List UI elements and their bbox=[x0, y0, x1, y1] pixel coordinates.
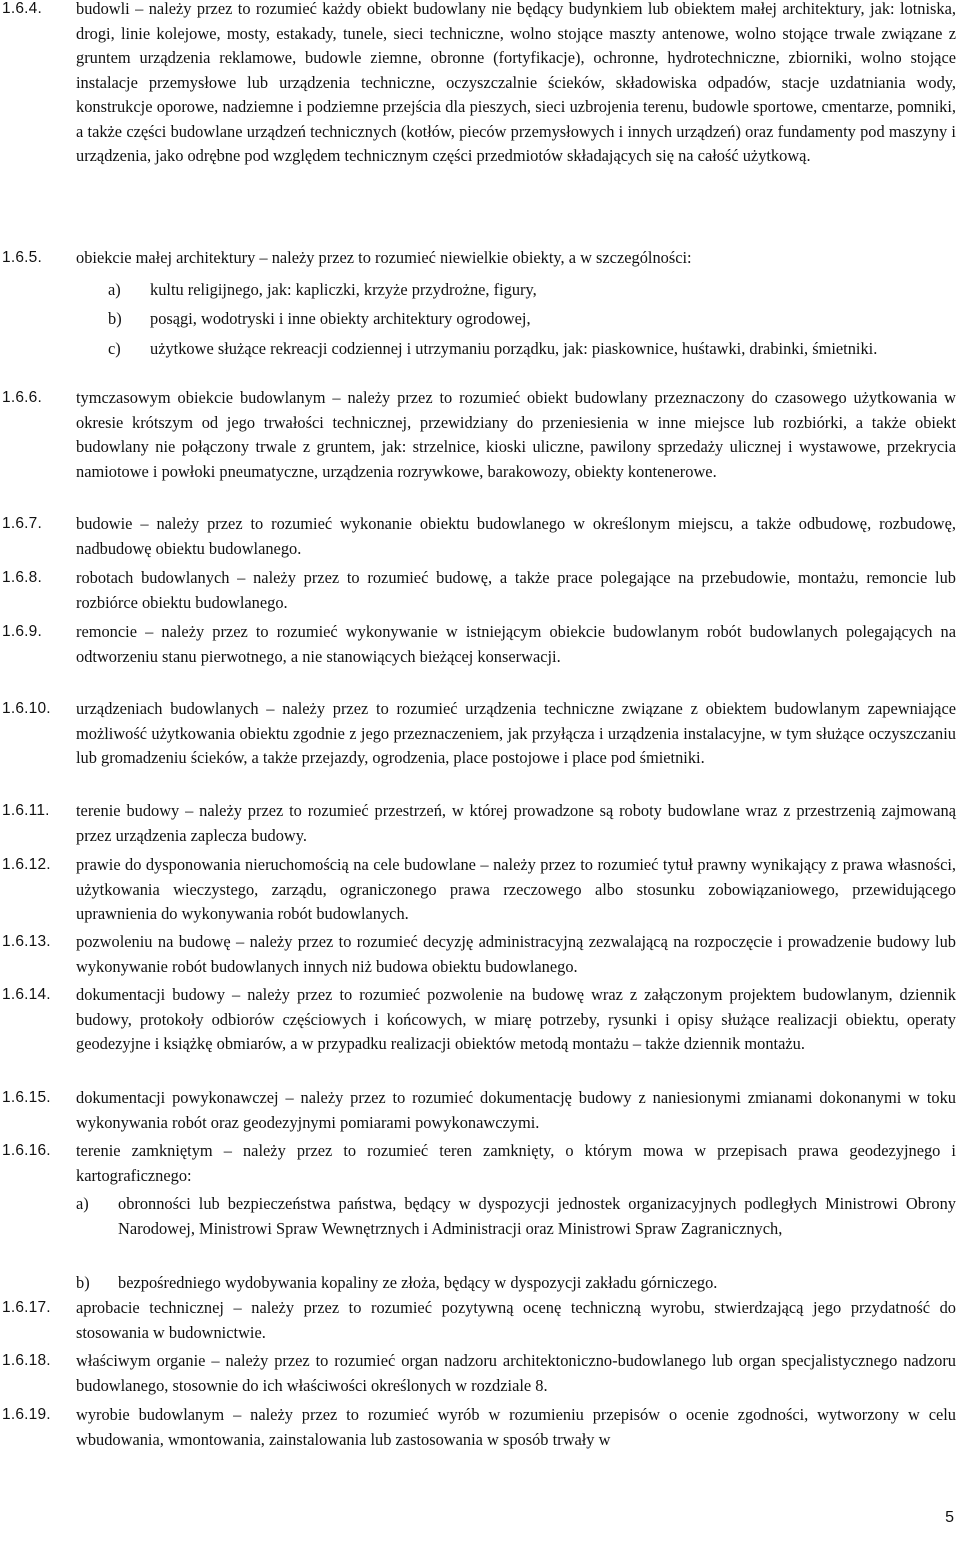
definition-text: wyrobie budowlanym – należy przez to rozumieć wyrób w rozumieniu przepisów o ocenie zgodności, wytworzony w celu wbudowania, wmontowania, zainstalowania lub zastosowania w sposób trwały w bbox=[76, 1405, 956, 1449]
list-item bbox=[76, 1192, 956, 1241]
list-item bbox=[76, 337, 956, 362]
definition-number: 1.6.13. bbox=[2, 933, 51, 950]
definition-number: 1.6.8. bbox=[2, 569, 42, 586]
definition-text: dokumentacji budowy – należy przez to rozumieć pozwolenie na budowę wraz z załączonym projektem budowlanym, dziennik budowy, protokoły odbiorów częściowych i końcowych, w miarę potrzeby, rysunki i opisy służące realizacji obiektu, operaty geodezyjne i książkę obmiarów, a w przypadku realizacji obiektów metodą montażu – także dziennik montażu. bbox=[76, 985, 956, 1053]
definition-1-6-16 bbox=[0, 1139, 956, 1188]
definition-text: obiekcie małej architektury – należy przez to rozumieć niewielkie obiekty, a w szczególności: bbox=[76, 248, 692, 267]
definition-text: prawie do dysponowania nieruchomością na cele budowlane – należy przez to rozumieć tytuł prawny wynikający z prawa własności, użytkowania wieczystego, zarządu, ograniczonego prawa rzeczowego albo stosunku zobowiązaniowego, przewidującego uprawnienia do wykonywania robót budowlanych. bbox=[76, 855, 956, 923]
definition-text: terenie zamkniętym – należy przez to rozumieć teren zamknięty, o którym mowa w przepisach prawa geodezyjnego i kartograficznego: bbox=[76, 1141, 956, 1185]
definition-1-6-18 bbox=[0, 1349, 956, 1398]
definition-1-6-5 bbox=[0, 246, 956, 271]
definition-text: budowie – należy przez to rozumieć wykonanie obiektu budowlanego w określonym miejscu, a także odbudowę, rozbudowę, nadbudowę obiektu budowlanego. bbox=[76, 514, 956, 558]
definition-text: urządzeniach budowlanych – należy przez to rozumieć urządzenia techniczne związane z obiektem budowlanym zapewniające możliwość użytkowania obiektu zgodnie z jego przeznaczeniem, jak przyłącza i urządzenia instalacyjne, w tym służące oczyszczaniu lub gromadzeniu ścieków, a także przejazdy, ogrodzenia, place postojowe i place pod śmietniki. bbox=[76, 699, 956, 767]
definition-text: tymczasowym obiekcie budowlanym – należy przez to rozumieć obiekt budowlany przeznaczony do czasowego użytkowania w okresie krótszym od jego trwałości technicznej, przewidziany do przeniesienia w inne miejsce lub rozbiórki, a także obiekt budowlany nie połączony trwale z gruntem, jak: strzelnice, kioski uliczne, pawilony sprzedaży ulicznej i wystawowe, przekrycia namiotowe i powłoki pneumatyczne, urządzenia rozrywkowe, barakowozy, obiekty kontenerowe. bbox=[76, 388, 956, 481]
definition-1-6-14 bbox=[0, 983, 956, 1057]
definition-1-6-4 bbox=[0, 0, 956, 169]
definition-number: 1.6.7. bbox=[2, 515, 42, 532]
definition-text: robotach budowlanych – należy przez to rozumieć budowę, a także prace polegające na przebudowie, montażu, remoncie lub rozbiórce obiektu budowlanego. bbox=[76, 568, 956, 612]
definition-number: 1.6.14. bbox=[2, 986, 51, 1003]
definition-text: aprobacie technicznej – należy przez to rozumieć pozytywną ocenę techniczną wyrobu, stwierdzającą jego przydatność do stosowania w budownictwie. bbox=[76, 1298, 956, 1342]
list-item-text: posągi, wodotryski i inne obiekty architektury ogrodowej, bbox=[150, 309, 531, 328]
definition-number: 1.6.10. bbox=[2, 700, 51, 717]
definition-text: remoncie – należy przez to rozumieć wykonywanie w istniejącym obiekcie budowlanym robót budowlanych polegających na odtworzeniu stanu pierwotnego, a nie stanowiących bieżącej konserwacji. bbox=[76, 622, 956, 666]
list-item bbox=[76, 307, 956, 332]
definition-number: 1.6.19. bbox=[2, 1406, 51, 1423]
definition-1-6-11 bbox=[0, 799, 956, 848]
definition-number: 1.6.18. bbox=[2, 1352, 51, 1369]
list-item-letter: a) bbox=[108, 280, 121, 299]
definition-number: 1.6.11. bbox=[2, 802, 50, 819]
definition-1-6-17 bbox=[0, 1296, 956, 1345]
definition-number: 1.6.16. bbox=[2, 1142, 51, 1159]
list-item bbox=[76, 1271, 956, 1296]
definition-1-6-7 bbox=[0, 512, 956, 561]
definition-number: 1.6.4. bbox=[2, 0, 42, 17]
definition-text: dokumentacji powykonawczej – należy przez to rozumieć dokumentację budowy z naniesionymi zmianami dokonanymi w toku wykonywania robót oraz geodezyjnymi pomiarami powykonawczymi. bbox=[76, 1088, 956, 1132]
list-item-letter: b) bbox=[108, 309, 122, 328]
list-item-text: bezpośredniego wydobywania kopaliny ze złoża, będący w dyspozycji zakładu górniczego. bbox=[118, 1273, 718, 1292]
definition-1-6-13 bbox=[0, 930, 956, 979]
definition-text: właściwym organie – należy przez to rozumieć organ nadzoru architektoniczno-budowlanego lub organ specjalistycznego nadzoru budowlanego, stosownie do ich właściwości określonych w rozdziale 8. bbox=[76, 1351, 956, 1395]
definition-1-6-19 bbox=[0, 1403, 956, 1452]
definition-number: 1.6.17. bbox=[2, 1299, 51, 1316]
list-item-letter: b) bbox=[76, 1273, 90, 1292]
definition-1-6-6 bbox=[0, 386, 956, 484]
list-item bbox=[76, 278, 956, 303]
definition-1-6-9 bbox=[0, 620, 956, 669]
definition-number: 1.6.5. bbox=[2, 249, 42, 266]
definition-1-6-8 bbox=[0, 566, 956, 615]
definition-text: budowli – należy przez to rozumieć każdy obiekt budowlany nie będący budynkiem lub obiektem małej architektury, jak: lotniska, drogi, linie kolejowe, mosty, estakady, tunele, sieci techniczne, wolno stojące maszty antenowe, wolno stojące trwale związane z gruntem urządzenia reklamowe, budowle ziemne, obronne (fortyfikacje), ochronne, hydrotechniczne, zbiorniki, wolno stojące instalacje przemysłowe lub urządzenia techniczne, oczyszczalnie ścieków, składowiska odpadów, stacje uzdatniania wody, konstrukcje oporowe, nadziemne i podziemne przejścia dla pieszych, sieci uzbrojenia terenu, budowle sportowe, cmentarze, pomniki, a także części budowlane urządzeń technicznych (kotłów, pieców przemysłowych i innych urządzeń) oraz fundamenty pod maszyny i urządzenia, jako odrębne pod względem technicznym części przedmiotów składających się na całość użytkową. bbox=[76, 0, 956, 165]
list-item-text: użytkowe służące rekreacji codziennej i utrzymaniu porządku, jak: piaskownice, huśtawki, drabinki, śmietniki. bbox=[150, 339, 878, 358]
definition-number: 1.6.12. bbox=[2, 856, 51, 873]
list-item-letter: c) bbox=[108, 339, 121, 358]
definition-1-6-10 bbox=[0, 697, 956, 771]
definition-1-6-12 bbox=[0, 853, 956, 927]
definition-text: terenie budowy – należy przez to rozumieć przestrzeń, w której prowadzone są roboty budowlane wraz z przestrzenią zajmowaną przez urządzenia zaplecza budowy. bbox=[76, 801, 956, 845]
definition-1-6-15 bbox=[0, 1086, 956, 1135]
definition-number: 1.6.6. bbox=[2, 389, 42, 406]
definition-number: 1.6.9. bbox=[2, 623, 42, 640]
page-number: 5 bbox=[945, 1509, 954, 1526]
list-item-text: obronności lub bezpieczeństwa państwa, będący w dyspozycji jednostek organizacyjnych podległych Ministrowi Obrony Narodowej, Ministrowi Spraw Wewnętrznych i Administracji oraz Ministrowi Spraw Zagranicznych, bbox=[118, 1194, 956, 1238]
list-item-letter: a) bbox=[76, 1194, 89, 1213]
list-item-text: kultu religijnego, jak: kapliczki, krzyże przydrożne, figury, bbox=[150, 280, 537, 299]
definition-number: 1.6.15. bbox=[2, 1089, 51, 1106]
definition-text: pozwoleniu na budowę – należy przez to rozumieć decyzję administracyjną zezwalającą na rozpoczęcie i prowadzenie budowy lub wykonywanie robót budowlanych innych niż budowa obiektu budowlanego. bbox=[76, 932, 956, 976]
